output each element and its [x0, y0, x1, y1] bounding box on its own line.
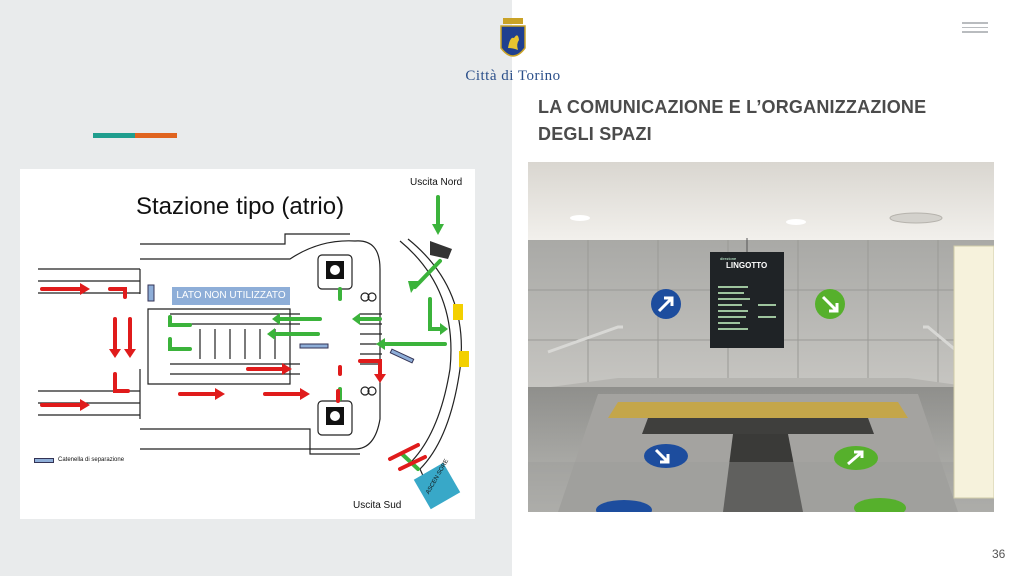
station-photo-illustration [528, 162, 994, 512]
plan-legend [34, 457, 124, 463]
logo-text: Città di Torino [465, 68, 561, 84]
hamburger-icon[interactable] [962, 22, 988, 34]
plan-drawing [20, 169, 475, 519]
slide-title-line-1: LA COMUNICAZIONE E L’ORGANIZZAZIONE [538, 97, 927, 117]
legend-text: Catenella di separazione [58, 457, 125, 463]
sign-top-text: direzione [720, 256, 737, 261]
accent-bar-orange [135, 133, 177, 138]
station-plan-diagram [20, 169, 475, 519]
unused-side-box: LATO NON UTILIZZATO [172, 287, 290, 305]
sign-station-name: LINGOTTO [726, 261, 768, 270]
exit-south-label: Uscita Sud [353, 500, 402, 511]
lift-label: ASCEN SORE [425, 458, 451, 496]
page-number: 36 [992, 547, 1006, 561]
coat-of-arms-icon [440, 18, 586, 68]
slide-title [538, 94, 998, 148]
exit-north-label: Uscita Nord [410, 177, 463, 188]
station-photo [528, 162, 994, 512]
slide-title-line-2: DEGLI SPAZI [538, 124, 652, 144]
plan-title: Stazione tipo (atrio) [136, 193, 345, 220]
chain-swatch [34, 458, 54, 463]
city-logo [440, 18, 586, 86]
accent-bar-teal [93, 133, 135, 138]
